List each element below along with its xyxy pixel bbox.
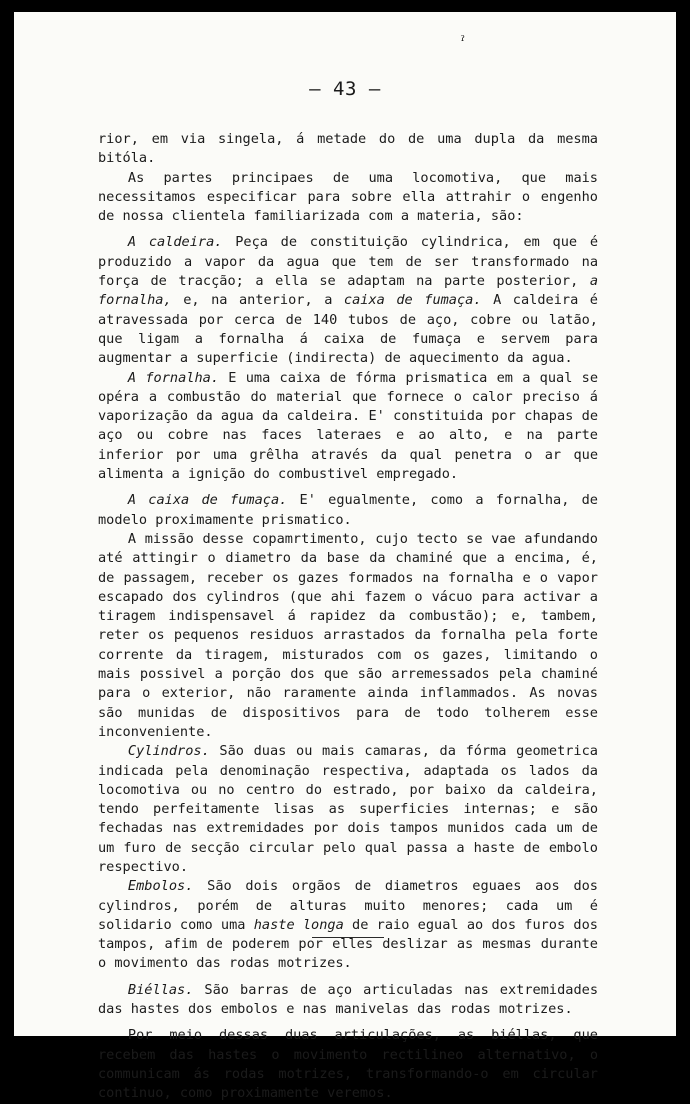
paragraph-compartimento: A missão desse copamrtimento, cujo tecto se vae afundando até attingir o diametro da base da chaminé que a encima, é, de passagem, receber os gazes formados na fornalha e o vapor escapado dos cylindros (que ahi fazem o vácuo para activar a tiragem indispensavel á rapidez da combustão); e, tambem, reter os pequenos residuos arrastados da fornalha pela forte corrente da tiragem, misturados com os gazes, limitando o mais possivel a porção dos que são arremessados pela chaminé para o exterior, não raramente ainda inflammados. As novas são munidas de dispositivos para de todo tolherem esse inconveniente. xyxy=(98,530,598,740)
term-fornalha: A fornalha. xyxy=(127,369,220,386)
term-fornalha-inline: a fornalha, xyxy=(98,273,598,309)
paragraph-fornalha: A fornalha. E uma caixa de fórma prismatica em a qual se opéra a combustão do material que fornece o calor preciso á vaporização da agua da caldeira. E' constituida por chapas de aço ou cobre nas faces lateraes e ao alto, e na parte inferior por uma grêlha através da qual penetra o ar que alimenta a ignição do combustivel empregado. xyxy=(98,369,598,483)
term-caixa-de-fumaca: A caixa de fumaça. xyxy=(127,492,288,509)
term-embolos: Embolos. xyxy=(127,878,194,895)
paragraph-embolos: Embolos. São dois orgãos de diametros eguaes aos dos cylindros, porém de alturas muito menores; cada um é solidario como uma haste longa de raio egual ao dos furos dos tampos, afim de poderem por elles deslizar as mesmas durante o movimento das rodas motrizes. xyxy=(98,878,598,972)
term-biellas: Biéllas. xyxy=(127,981,194,998)
ink-speck: ˀ xyxy=(461,34,465,50)
paragraph-biellas: Biéllas. São barras de aço articuladas nas extremidades das hastes dos embolos e nas manivelas das rodas motrizes. xyxy=(98,981,598,1018)
paragraph-continuation: rior, em via singela, á metade do de uma dupla da mesma bitóla. xyxy=(98,131,598,167)
paragraph-articulacoes: Por meio dessas duas articulações, as biéllas, que recebem das hastes o movimento rectilineo alternativo, o communicam ás rodas motrizes, transformando-o em circular continuo, como proximamente veremos. xyxy=(98,1027,598,1102)
body-text xyxy=(98,130,598,1104)
document-page xyxy=(14,12,676,1102)
paragraph-caldeira: A caldeira. Peça de constituição cylindrica, em que é produzido a vapor da agua que tem de ser transformado na força de tracção; a ella se adaptam na parte posterior, a fornalha, e, na anterior, a caixa de fumaça. A caldeira é atravessada por cerca de 140 tubos de aço, cobre ou latão, que ligam a fornalha á caixa de fumaça e servem para augmentar a superficie (indirecta) de aquecimento da agua. xyxy=(98,234,599,367)
term-haste-longa: haste longa xyxy=(253,916,344,933)
paragraph-cylindros: Cylindros. São duas ou mais camaras, da fórma geometrica indicada pela denominação respectiva, adaptada os lados da locomotiva ou no centro do estrado, por baixo da caldeira, tendo perfeitamente lisas as superficies internas; e são fechadas nas extremidades por dois tampos munidos cada um de um furo de secção circular pelo qual passa a haste de embolo respectivo. xyxy=(98,743,598,875)
paragraph-intro: As partes principaes de uma locomotiva, que mais necessitamos especificar para sobre ella attrahir o engenho de nossa clientela familiarizada com a materia, são: xyxy=(98,169,598,225)
closing-rule xyxy=(312,937,384,938)
term-cylindros: Cylindros. xyxy=(127,743,210,760)
term-caixa-inline: caixa de fumaça. xyxy=(343,292,482,309)
paragraph-caixa-de-fumaca: A caixa de fumaça. E' egualmente, como a fornalha, de modelo proximamente prismatico. xyxy=(98,492,598,528)
page-number: — 43 — xyxy=(309,78,381,100)
term-caldeira: A caldeira. xyxy=(127,234,223,251)
